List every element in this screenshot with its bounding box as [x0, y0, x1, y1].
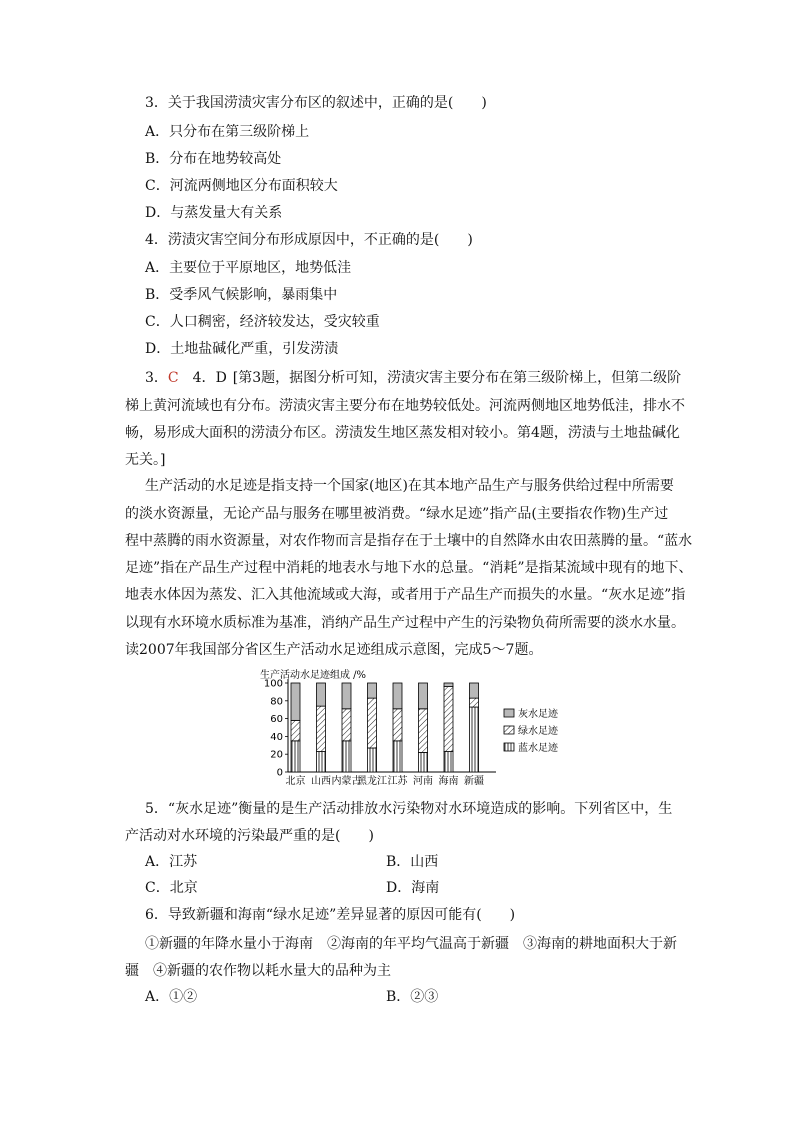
legend-label: 蓝水足迹 [518, 743, 558, 754]
bar-segment [470, 683, 479, 698]
bar-segment [393, 709, 402, 741]
legend-swatch [504, 743, 514, 751]
answer-key-4: D [215, 370, 227, 386]
answer-prefix: 3． [145, 370, 168, 386]
bar-segment [393, 683, 402, 709]
bar-segment [444, 752, 453, 772]
question-3-option-c: C．河流两侧地区分布面积较大 [145, 178, 338, 194]
answer-line-4: 无关。] [125, 452, 166, 468]
x-tick-label: 海南 [438, 776, 459, 787]
question-5-option-a: A．江苏 [145, 854, 198, 870]
bar-segment [291, 683, 300, 720]
bar-segment [470, 698, 479, 707]
bar-segment [419, 709, 428, 753]
answer-line-3: 畅，易形成大面积的涝渍分布区。涝渍发生地区蒸发相对较小。第4题，涝渍与土地盐碱化 [125, 425, 680, 441]
answer-line-1 [145, 368, 681, 388]
question-6-items-line-1: ①新疆的年降水量小于海南 ②海南的年平均气温高于新疆 ③海南的耕地面积大于新 [145, 936, 677, 952]
question-5-stem-line-1: 5．“灰水足迹”衡量的是生产活动排放水污染物对水环境造成的影响。下列省区中，生 [145, 801, 673, 817]
material-line-3: 程中蒸腾的雨水资源量，对农作物而言是指存在于土壤中的自然降水由农田蒸腾的量。“蓝水 [125, 533, 693, 549]
bar-segment [317, 683, 326, 706]
question-4-stem: 4．涝渍灾害空间分布形成原因中，不正确的是( ) [145, 232, 473, 248]
question-3-option-d: D．与蒸发量大有关系 [145, 205, 283, 221]
question-5-option-d: D．海南 [386, 880, 440, 896]
question-6-stem: 6．导致新疆和海南“绿水足迹”差异显著的原因可能有( ) [145, 907, 516, 923]
question-3-option-b: B．分布在地势较高处 [145, 151, 282, 167]
material-line-5: 地表水体因为蒸发、汇入其他流域或大海，或者用于产品生产而损失的水量。“灰水足迹”指 [125, 587, 686, 603]
bar-segment [368, 698, 377, 748]
x-tick-label: 黑龙江 [357, 776, 387, 787]
x-tick-label: 内蒙古 [331, 776, 362, 787]
bar-segment [291, 741, 300, 772]
question-6-items-line-2: 疆 ④新疆的农作物以耗水量大的品种为主 [125, 963, 391, 979]
legend-label: 绿水足迹 [518, 726, 558, 737]
bar-segment [368, 683, 377, 698]
question-4-option-d: D．土地盐碱化严重，引发涝渍 [145, 341, 339, 357]
bar-segment [470, 707, 479, 772]
water-footprint-chart [258, 667, 558, 789]
y-tick-label: 20 [270, 749, 283, 761]
question-5-option-c: C．北京 [145, 880, 198, 896]
legend-swatch [504, 726, 514, 734]
answer-mid: 4． [178, 370, 216, 386]
question-3-option-a: A．只分布在第三级阶梯上 [145, 124, 310, 140]
question-4-option-b: B．受季风气候影响，暴雨集中 [145, 287, 338, 303]
bar-segment [291, 720, 300, 740]
bar-segment [342, 741, 351, 772]
bar-segment [393, 741, 402, 772]
material-line-7: 读2007年我国部分省区生产活动水足迹组成示意图，完成5～7题。 [125, 642, 543, 658]
bar-segment [444, 683, 453, 687]
material-line-1: 生产活动的水足迹是指支持一个国家(地区)在其本地产品生产与服务供给过程中所需要 [145, 478, 674, 494]
question-6-option-b: B．②③ [386, 989, 439, 1005]
bar-segment [444, 687, 453, 752]
y-tick-label: 80 [270, 696, 283, 708]
bar-segment [368, 748, 377, 772]
question-6-option-a: A．①② [145, 989, 198, 1005]
question-5-option-b: B．山西 [386, 854, 439, 870]
bar-segment [419, 683, 428, 709]
question-4-option-a: A．主要位于平原地区，地势低洼 [145, 260, 352, 276]
x-tick-label: 江苏 [387, 776, 408, 787]
material-line-2: 的淡水资源量，无论产品与服务在哪里被消费。“绿水足迹”指产品(主要指农作物)生产过 [125, 506, 669, 522]
chart-title: 生产活动水足迹组成 /% [260, 670, 367, 681]
bar-segment [419, 752, 428, 772]
bar-segment [317, 706, 326, 751]
material-line-6: 以现有水环境水质标准为基准，消纳产品生产过程中产生的污染物负荷所需要的淡水水量。 [125, 615, 685, 631]
question-4-option-c: C．人口稠密，经济较发达，受灾较重 [145, 314, 380, 330]
x-tick-label: 新疆 [464, 776, 484, 787]
x-tick-label: 河南 [413, 776, 433, 787]
bar-segment [317, 752, 326, 772]
answer-line-2: 梯上黄河流域也有分布。涝渍灾害主要分布在地势较低处。河流两侧地区地势低洼，排水不 [125, 398, 685, 414]
x-tick-label: 山西 [311, 776, 331, 787]
y-tick-label: 40 [270, 731, 283, 743]
question-5-stem-line-2: 产活动对水环境的污染最严重的是( ) [125, 828, 374, 844]
answer-key-3: C [167, 370, 179, 386]
y-tick-label: 0 [276, 767, 283, 779]
question-3-stem: 3．关于我国涝渍灾害分布区的叙述中，正确的是( ) [145, 95, 487, 111]
legend-label: 灰水足迹 [518, 709, 558, 720]
bar-segment [342, 709, 351, 741]
bar-segment [342, 683, 351, 709]
x-tick-label: 北京 [285, 776, 306, 787]
y-tick-label: 60 [270, 714, 283, 726]
answer-explanation-1: [第3题，据图分析可知，涝渍灾害主要分布在第三级阶梯上，但第二级阶 [232, 370, 682, 386]
legend-swatch [504, 709, 514, 717]
y-tick-label: 100 [263, 678, 283, 690]
material-line-4: 足迹”指在产品生产过程中消耗的地表水与地下水的总量。“消耗”是指某流域中现有的地下、 [125, 560, 693, 576]
